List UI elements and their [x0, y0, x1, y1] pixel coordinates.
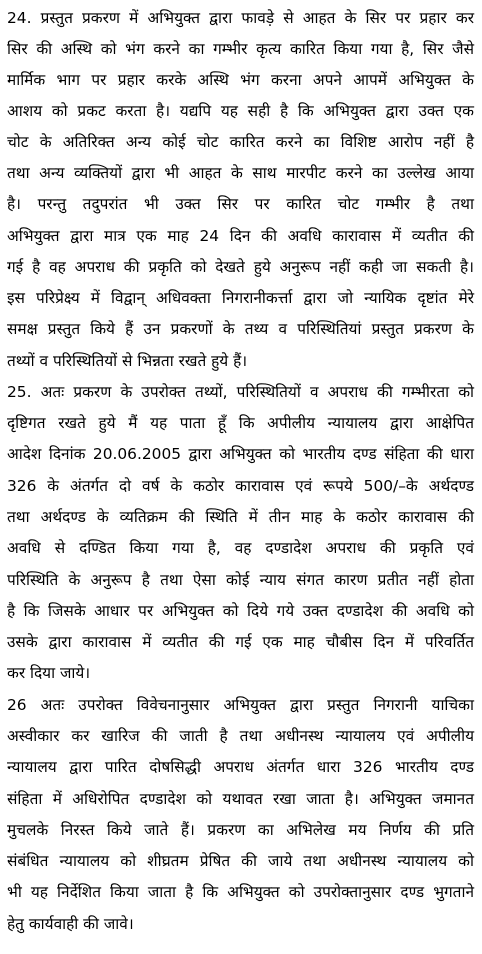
paragraph-25-line-5: तथा अर्थदण्ड के व्यतिक्रम की स्थिति में तीन माह के कठोर कारावास की [7, 508, 474, 526]
paragraph-24-line-6: तथा अन्य व्यक्तियों द्वारा भी आहत के साथ मारपीट करने का उल्लेख आया [7, 164, 474, 182]
paragraph-24-line-11: समक्ष प्रस्तुत किये हैं उन प्रकरणों के तथ्य व परिस्थितियां प्रस्तुत प्रकरण के [7, 320, 474, 338]
paragraph-25-line-9: उसके द्वारा कारावास में व्यतीत की गई एक माह चौबीस दिन में परिवर्तित [7, 633, 474, 651]
paragraph-24-line-7: है। परन्तु तदुपरांत भी उक्त सिर पर कारित चोट गम्भीर है तथा [7, 195, 474, 213]
paragraph-24-line-2: सिर की अस्थि को भंग करने का गम्भीर कृत्य कारित किया गया है, सिर जैसे [7, 40, 474, 58]
paragraph-26-line-6: संबंधित न्यायालय को शीघ्रतम प्रेषित की जाये तथा अधीनस्थ न्यायालय को [7, 852, 474, 870]
paragraph-24-line-3: मार्मिक भाग पर प्रहार करके अस्थि भंग करना अपने आपमें अभियुक्त के [7, 71, 474, 89]
paragraph-26-line-8: हेतु कार्यवाही की जावे। [7, 915, 134, 933]
paragraph-24-line-12: तथ्यों व परिस्थितियों से भिन्नता रखते हुये हैं। [7, 352, 248, 370]
paragraph-25-line-10: कर दिया जाये। [7, 664, 91, 682]
paragraph-25-line-6: अवधि से दण्डित किया गया है, वह दण्डादेश अपराध की प्रकृति एवं [7, 539, 474, 557]
paragraph-25-line-3: आदेश दिनांक 20.06.2005 द्वारा अभियुक्त को भारतीय दण्ड संहिता की धारा [7, 445, 474, 463]
paragraph-25-line-7: परिस्थिति के अनुरूप है तथा ऐसा कोई न्याय संगत कारण प्रतीत नहीं होता [7, 571, 474, 589]
paragraph-24-line-9: गई है वह अपराध की प्रकृति को देखते हुये अनुरूप नहीं कही जा सकती है। [7, 258, 474, 276]
paragraph-25-line-1: 25. अतः प्रकरण के उपरोक्त तथ्यों, परिस्थितियों व अपराध की गम्भीरता को [7, 383, 474, 401]
paragraph-24-line-10: इस परिप्रेक्ष्य में विद्वान् अधिवक्ता निगरानीकर्त्ता द्वारा जो न्यायिक दृष्टांत मेरे [7, 289, 474, 307]
paragraph-25-line-4: 326 के अंतर्गत दो वर्ष के कठोर कारावास एवं रूपये 500/–के अर्थदण्ड [7, 477, 474, 495]
paragraph-26-line-2: अस्वीकार कर खारिज की जाती है तथा अधीनस्थ न्यायालय एवं अपीलीय [7, 727, 474, 745]
paragraph-24-line-1: 24. प्रस्तुत प्रकरण में अभियुक्त द्वारा फावड़े से आहत के सिर पर प्रहार कर [7, 9, 474, 27]
paragraph-26-line-5: मुचलके निरस्त किये जाते हैं। प्रकरण का अभिलेख मय निर्णय की प्रति [7, 821, 474, 839]
paragraph-24-line-4: आशय को प्रकट करता है। यद्यपि यह सही है कि अभियुक्त द्वारा उक्त एक [7, 102, 474, 120]
paragraph-26-line-3: न्यायालय द्वारा पारित दोषसिद्धी अपराध अंतर्गत धारा 326 भारतीय दण्ड [7, 758, 474, 776]
paragraph-26-line-4: संहिता में अधिरोपित दण्डादेश को यथावत रखा जाता है। अभियुक्त जमानत [7, 790, 474, 808]
paragraph-24-line-5: चोट के अतिरिक्त अन्य कोई चोट कारित करने का विशिष्ट आरोप नहीं है [7, 133, 474, 151]
paragraph-26-line-1: 26 अतः उपरोक्त विवेचनानुसार अभियुक्त द्वारा प्रस्तुत निगरानी याचिका [7, 696, 474, 714]
paragraph-25-line-2: दृष्टिगत रखते हुये मैं यह पाता हूँ कि अपीलीय न्यायालय द्वारा आक्षेपित [7, 414, 474, 432]
paragraph-24-line-8: अभियुक्त द्वारा मात्र एक माह 24 दिन की अवधि कारावास में व्यतीत की [7, 227, 474, 245]
paragraph-26-line-7: भी यह निर्देशित किया जाता है कि अभियुक्त को उपरोक्तानुसार दण्ड भुगताने [7, 883, 474, 901]
paragraph-25-line-8: है कि जिसके आधार पर अभियुक्त को दिये गये उक्त दण्डादेश की अवधि को [7, 602, 474, 620]
